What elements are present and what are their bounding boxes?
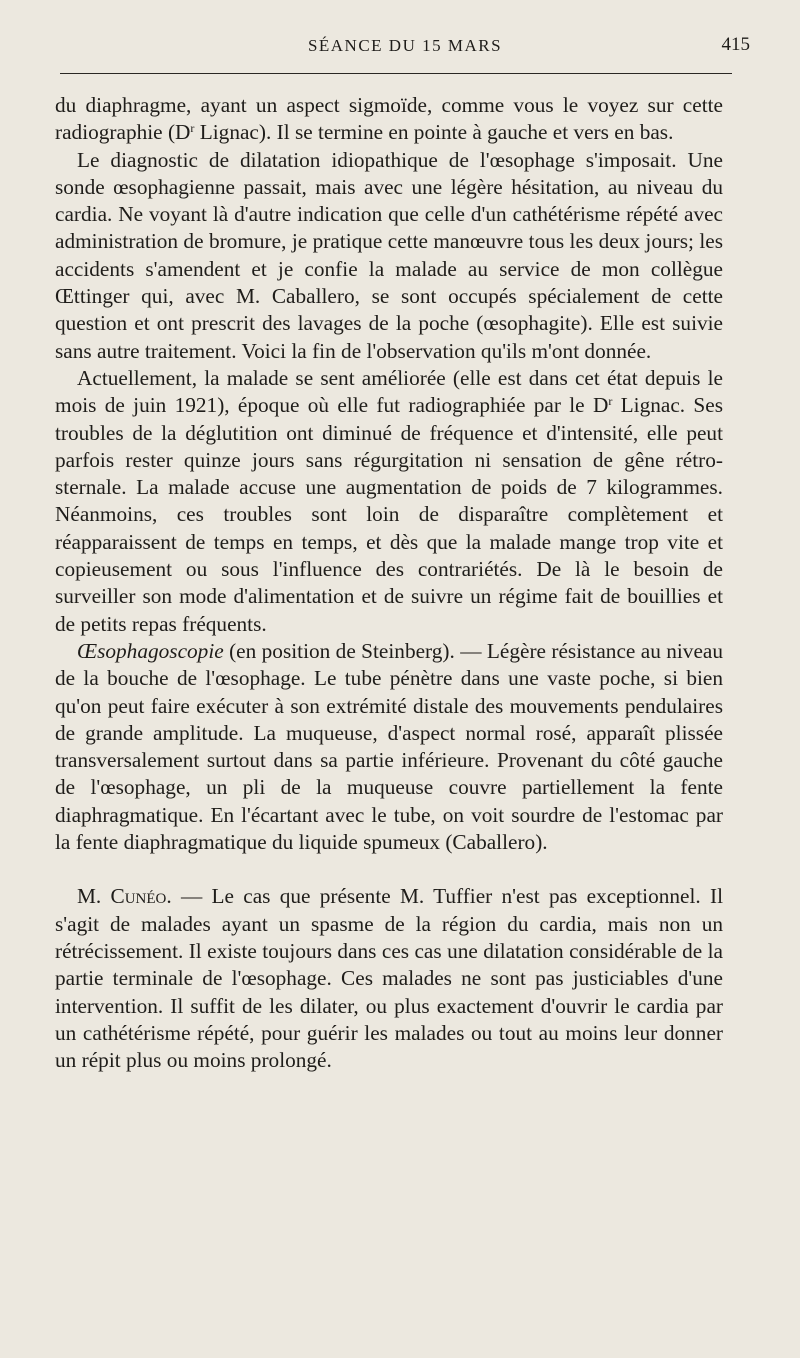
- paragraph-3-text-a: Actuellement, la malade se sent améliorée (elle est dans cet état depuis le mois de juin 1921), époque où elle fut radiographiée par le D: [55, 365, 723, 418]
- paragraph-3-superscript: r: [608, 394, 613, 409]
- running-header: [60, 30, 750, 60]
- paragraph-1-text-a: du diaphragme, ayant un aspect sigmoïde, comme vous le voyez sur cette radiographie (D: [55, 93, 723, 145]
- running-title: SÉANCE DU 15 MARS: [307, 36, 503, 55]
- paragraph-4: [55, 638, 723, 856]
- paragraph-1-superscript: r: [190, 121, 195, 136]
- paragraph-5-text: — Le cas que présente M. Tuffier n'est pas exceptionnel. Il s'agit de malades ayant un spasme de la région du cardia, mais non un rétrécissement. Il existe toujours dans ces cas une dilatation considérable de la partie terminale de l'œsophage. Ces malades ne sont pas justiciables d'une intervention. Il suffit de les dilater, ou plus exactement d'ouvrir le cardia par un cathétérisme répété, pour guérir les malades ou tout au moins leur donner un répit plus ou moins prolongé.: [55, 884, 723, 1073]
- body-text: [55, 92, 723, 1074]
- speaker-name: M. Cunéo.: [77, 884, 172, 909]
- paragraph-5: [55, 883, 723, 1074]
- paragraph-3: [55, 365, 723, 638]
- paragraph-1: [55, 92, 723, 147]
- header-rule: [60, 73, 732, 74]
- paragraph-3-text-b: Lignac. Ses troubles de la déglutition ont diminué de fréquence et d'intensité, elle peut parfois rester quinze jours sans régurgitation ni sensation de gêne rétro-sternale. La malade accuse une augmentation de poids de 7 kilogrammes. Néanmoins, ces troubles sont loin de disparaître complètement et réapparaissent de temps en temps, et dès que la malade mange trop vite et copieusement ou sous l'influence des contrariétés. De là le besoin de surveiller son mode d'alimentation et de suivre un régime fait de bouillies et de petits repas fréquents.: [55, 393, 723, 636]
- paragraph-1-text-b: Lignac). Il se termine en pointe à gauche et vers en bas.: [194, 120, 674, 145]
- paragraph-4-italic-heading: Œsophagoscopie: [77, 638, 224, 663]
- page-number: 415: [721, 34, 750, 55]
- paragraph-2: Le diagnostic de dilatation idiopathique de l'œsophage s'imposait. Une sonde œsophagienne passait, mais avec une légère hésitation, au niveau du cardia. Ne voyant là d'autre indication que celle d'un cathétérisme répété avec administration de bromure, je pratique cette manœuvre tous les deux jours; les accidents s'amendent et je confie la malade au service de mon collègue Œttinger qui, avec M. Caballero, se sont occupés spécialement de cette question et ont prescrit des lavages de la poche (œsophagite). Elle est suivie sans autre traitement. Voici la fin de l'observation qu'ils m'ont donnée.: [55, 147, 723, 363]
- paragraph-4-text: (en position de Steinberg). — Légère résistance au niveau de la bouche de l'œsophage. Le tube pénètre dans une vaste poche, si bien qu'on peut faire exécuter à son extrémité distale des mouvements pendulaires de grande amplitude. La muqueuse, d'aspect normal rosé, apparaît plissée transversalement surtout dans sa partie inférieure. Provenant du côté gauche de l'œsophage, un pli de la muqueuse couvre partiellement la fente diaphragmatique. En l'écartant avec le tube, on voit sourdre de l'estomac par la fente diaphragmatique du liquide spumeux (Caballero).: [55, 638, 723, 855]
